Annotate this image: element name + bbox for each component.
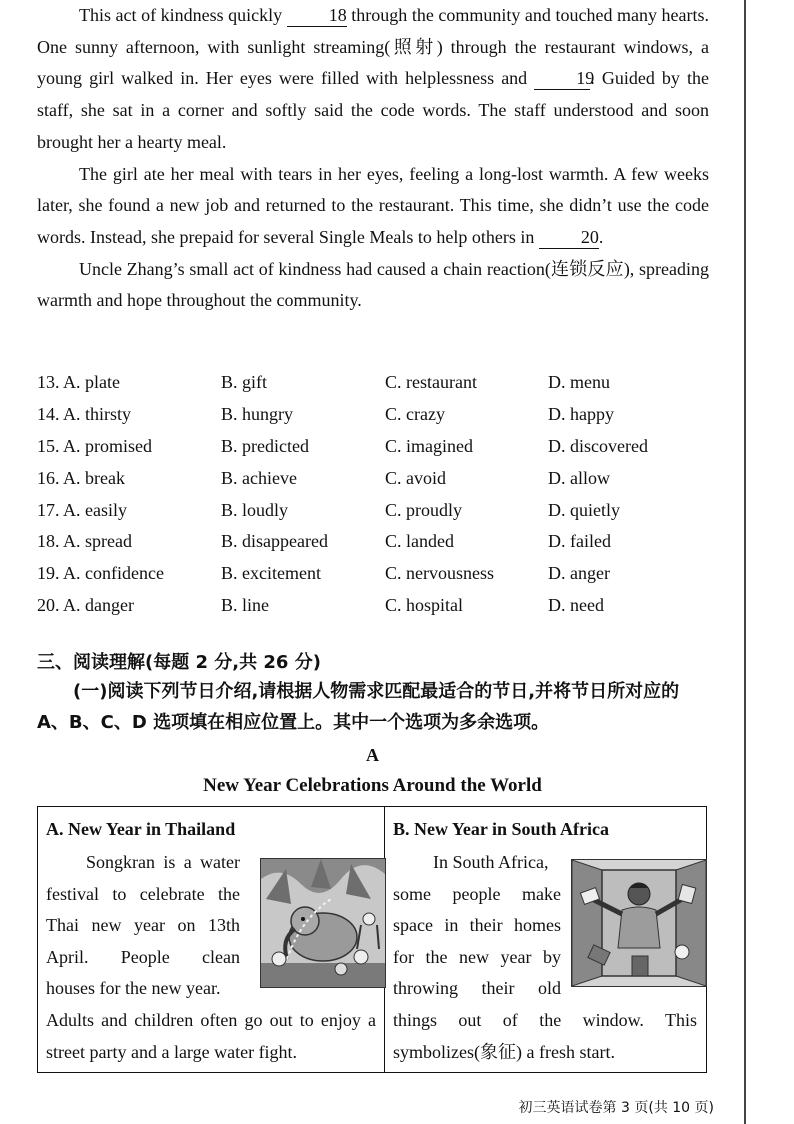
paragraph-3: Uncle Zhang’s small act of kindness had caused a chain reaction(连锁反应), spreading warmth and hope throughout the community. (37, 258, 709, 311)
line: April. People clean (46, 946, 240, 967)
festival-a-text-top (46, 847, 240, 1005)
option[interactable]: D. anger (548, 563, 610, 584)
option[interactable]: B. gift (221, 372, 268, 393)
line: houses for the new year. (46, 978, 221, 999)
paragraph-1 (37, 0, 709, 159)
option[interactable]: 18. A. spread (37, 531, 132, 552)
festival-a-heading: A. New Year in Thailand (46, 819, 236, 839)
paragraph-2 (37, 159, 709, 254)
option[interactable]: B. loudly (221, 499, 289, 520)
line: throwing their old (393, 978, 561, 999)
festival-a (38, 807, 385, 1072)
instructions: (一)阅读下列节日介绍,请根据人物需求匹配最适合的节日,并将节日所对应的 A、B、C、D 选项填在相应位置上。其中一个选项为多余选项。 (37, 681, 680, 733)
option[interactable]: C. nervousness (385, 563, 494, 584)
option[interactable]: D. allow (548, 467, 610, 488)
reading-passage (37, 0, 709, 317)
festival-b (385, 807, 707, 1072)
option[interactable]: D. failed (548, 531, 611, 552)
option[interactable]: D. quietly (548, 499, 620, 520)
option-row-19 (37, 558, 737, 590)
option-row-17 (37, 494, 737, 526)
section-title: 三、阅读理解(每题 2 分,共 26 分) (37, 652, 321, 673)
option[interactable]: C. crazy (385, 404, 445, 425)
option[interactable]: D. need (548, 594, 604, 615)
blank-18[interactable]: 18 (287, 4, 347, 27)
option[interactable]: C. landed (385, 531, 454, 552)
line: In South Africa, (433, 852, 549, 872)
option[interactable]: C. proudly (385, 499, 463, 520)
text: . Guided by the staff, she sat in a corner and softly said the code words. The staff understood and soon brought her a hearty meal. (37, 68, 710, 152)
text: The girl ate her meal with tears in her eyes, feeling a long-lost warmth. A few weeks later, she found a new job and returned to the restaurant. This time, she didn’t use the code words. Instead, she prepaid for several Single Meals to help others in (37, 163, 709, 247)
option[interactable]: B. line (221, 594, 269, 615)
option[interactable]: C. imagined (385, 435, 473, 456)
page-footer: 初三英语试卷第 3 页(共 10 页) (518, 1100, 714, 1116)
festival-b-heading: B. New Year in South Africa (393, 819, 609, 839)
line: Songkran is a water (86, 852, 240, 872)
line: Adults and children often go out to enjoy a (46, 1010, 376, 1030)
option-row-16 (37, 462, 737, 494)
option[interactable]: C. hospital (385, 594, 464, 615)
option[interactable]: 20. A. danger (37, 594, 134, 615)
window-illustration (571, 859, 707, 987)
option-row-18 (37, 526, 737, 558)
option[interactable]: B. hungry (221, 404, 293, 425)
option-row-15 (37, 431, 737, 463)
option[interactable]: D. menu (548, 372, 610, 393)
festival-a-text-bottom (46, 1005, 376, 1068)
festival-b-text-top (393, 847, 561, 1005)
line: some people make (393, 883, 561, 904)
throwing-things-out-window-image (572, 860, 706, 986)
option[interactable]: 15. A. promised (37, 435, 152, 456)
option-row-14 (37, 399, 737, 431)
line: street party and a large water fight. (46, 1041, 298, 1062)
option[interactable]: 17. A. easily (37, 499, 127, 520)
option[interactable]: B. achieve (221, 467, 297, 488)
option[interactable]: D. discovered (548, 435, 648, 456)
line: for the new year by (393, 946, 561, 967)
line: Thai new year on 13th (46, 915, 240, 936)
option-row-20 (37, 590, 737, 622)
text: . (598, 226, 604, 247)
line: things out of the window. This (393, 1010, 697, 1030)
line: festival to celebrate the (46, 883, 240, 904)
text: This act of kindness quickly (79, 5, 283, 25)
line: space in their homes (393, 915, 561, 936)
blank-20[interactable]: 20 (539, 226, 599, 249)
option[interactable]: C. restaurant (385, 372, 477, 393)
option[interactable]: C. avoid (385, 467, 446, 488)
festival-table (37, 806, 707, 1073)
blank-19[interactable]: 19 (534, 67, 590, 90)
elephant-water-fight-image (261, 859, 385, 987)
option[interactable]: D. happy (548, 404, 614, 425)
festival-b-text-bottom (393, 1005, 697, 1068)
option[interactable]: B. excitement (221, 563, 321, 584)
answer-options (37, 367, 737, 621)
option[interactable]: 16. A. break (37, 467, 125, 488)
page-margin-line (744, 0, 746, 1124)
songkran-illustration (260, 858, 386, 988)
text: through the community and touched many hearts. One sunny afternoon, with sunlight streaming(照射) through the restaurant windows, a young girl walked in. Her eyes were filled with helplessness and (37, 5, 710, 89)
option[interactable]: 14. A. thirsty (37, 404, 132, 425)
option[interactable]: B. predicted (221, 435, 309, 456)
article-title: New Year Celebrations Around the World (203, 775, 542, 796)
option[interactable]: B. disappeared (221, 531, 328, 552)
option-row-13 (37, 367, 737, 399)
option[interactable]: 19. A. confidence (37, 563, 164, 584)
line: symbolizes(象征) a fresh start. (393, 1041, 615, 1062)
part-label: A (366, 745, 379, 765)
option[interactable]: 13. A. plate (37, 372, 120, 393)
